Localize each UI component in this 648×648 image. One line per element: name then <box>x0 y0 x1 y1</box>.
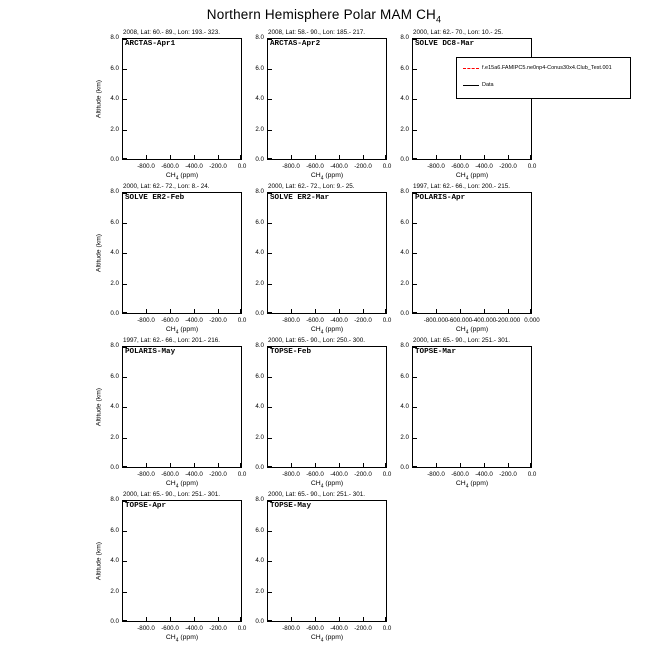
panel-subtitle: 2000, Lat: 62.- 72., Lon: 9.- 25. <box>268 183 355 190</box>
y-tick-label: 6.0 <box>400 372 409 380</box>
panel-subtitle: 1997, Lat: 62.- 66., Lon: 201.- 216. <box>123 337 220 344</box>
y-tick-mark <box>123 69 127 70</box>
plot-frame <box>122 500 242 622</box>
x-tick-label: -200.0 <box>354 317 372 324</box>
y-tick-label: 2.0 <box>255 125 264 133</box>
x-axis-title <box>267 172 387 181</box>
x-tick-label: -800.0 <box>427 471 445 478</box>
y-tick-mark <box>413 69 417 70</box>
x-tick-mark <box>436 309 437 313</box>
x-tick-label: -200.0 <box>354 471 372 478</box>
data-line-icon <box>463 85 479 86</box>
y-tick-mark <box>123 158 127 159</box>
x-tick-label: 0.0 <box>237 163 247 170</box>
y-tick-label: 0.0 <box>110 464 119 471</box>
x-tick-mark <box>385 617 386 621</box>
x-tick-mark <box>146 463 147 467</box>
panel-title: POLARIS-Apr <box>415 194 466 202</box>
x-axis-title-part: (ppm) <box>468 172 489 179</box>
x-tick-label: 0.0 <box>237 625 247 632</box>
x-tick-label: 0.0 <box>382 317 392 324</box>
y-tick-label: 8.0 <box>400 34 409 41</box>
y-tick-label: 6.0 <box>110 64 119 72</box>
x-tick-mark <box>339 155 340 159</box>
y-tick-label: 0.0 <box>255 310 264 317</box>
x-tick-label: -600.0 <box>306 625 324 632</box>
x-tick-mark <box>436 463 437 467</box>
x-axis-title-part: (ppm) <box>468 480 489 487</box>
x-tick-mark <box>218 155 219 159</box>
plot-frame <box>267 500 387 622</box>
x-axis-title-part: CH <box>165 172 176 179</box>
y-tick-label: 8.0 <box>110 342 119 349</box>
y-tick-mark <box>413 158 417 159</box>
y-tick-label: 4.0 <box>255 403 264 410</box>
y-tick-mark <box>413 284 417 285</box>
y-tick-mark <box>268 466 272 467</box>
y-tick-label: 8.0 <box>400 188 409 195</box>
x-axis-title-part: 4 <box>320 329 324 336</box>
y-tick-label: 4.0 <box>255 95 264 102</box>
y-tick-mark <box>268 253 272 254</box>
y-tick-mark <box>123 130 127 131</box>
x-axis-title-part: 4 <box>175 175 179 182</box>
y-tick-label: 4.0 <box>110 95 119 102</box>
x-tick-label: -200.0 <box>209 317 227 324</box>
y-tick-mark <box>413 438 417 439</box>
x-axis-title-part: 4 <box>320 175 324 182</box>
y-tick-mark <box>268 158 272 159</box>
x-tick-mark <box>194 617 195 621</box>
y-tick-mark <box>413 99 417 100</box>
x-tick-mark <box>218 617 219 621</box>
x-tick-label: -600.0 <box>306 471 324 478</box>
y-tick-label: 0.0 <box>110 618 119 625</box>
panel-subtitle: 2000, Lat: 65.- 90., Lon: 251.- 301. <box>123 491 220 498</box>
panel-title: TOPSE-Mar <box>415 348 457 356</box>
y-tick-label: 6.0 <box>400 64 409 72</box>
x-axis-title-part: (ppm) <box>178 326 199 333</box>
y-axis-title: Altitude (km) <box>95 387 103 427</box>
x-tick-label: -800.0 <box>137 471 155 478</box>
x-tick-mark <box>291 463 292 467</box>
y-tick-label: 4.0 <box>110 557 119 564</box>
x-tick-mark <box>315 309 316 313</box>
x-tick-label: -400.0 <box>330 163 348 170</box>
panel-title: ARCTAS-Apr1 <box>125 40 176 48</box>
x-axis-title-part: CH <box>455 326 466 333</box>
y-tick-mark <box>268 130 272 131</box>
x-tick-label: -200.000 <box>495 317 521 324</box>
x-tick-mark <box>146 309 147 313</box>
y-tick-mark <box>413 223 417 224</box>
plot-frame <box>412 192 532 314</box>
panel-subtitle: 2000, Lat: 65.- 90., Lon: 251.- 301. <box>413 337 510 344</box>
y-tick-label: 8.0 <box>255 34 264 41</box>
panel-subtitle: 2000, Lat: 62.- 72., Lon: 8.- 24. <box>123 183 210 190</box>
x-tick-mark <box>194 309 195 313</box>
y-tick-mark <box>123 284 127 285</box>
panel-title: TOPSE-Apr <box>125 502 167 510</box>
model-line-icon <box>463 68 479 69</box>
y-tick-label: 2.0 <box>400 125 409 133</box>
x-tick-mark <box>484 309 485 313</box>
x-axis-title-part: CH <box>310 172 321 179</box>
x-axis-title-part: (ppm) <box>323 172 344 179</box>
x-tick-mark <box>315 155 316 159</box>
x-tick-label: -800.0 <box>282 163 300 170</box>
x-tick-label: -800.000 <box>423 317 449 324</box>
y-tick-mark <box>123 466 127 467</box>
x-tick-label: -200.0 <box>354 625 372 632</box>
x-tick-label: -200.0 <box>209 471 227 478</box>
x-axis-title-part: 4 <box>175 329 179 336</box>
x-tick-label: -400.0 <box>330 317 348 324</box>
y-tick-label: 0.0 <box>110 310 119 317</box>
x-axis-title-part: CH <box>455 480 466 487</box>
x-tick-label: -400.0 <box>475 163 493 170</box>
figure-title-subscript: 4 <box>436 14 442 25</box>
x-tick-label: -200.0 <box>209 625 227 632</box>
x-axis-title-part: CH <box>310 634 321 641</box>
x-axis-title <box>122 326 242 335</box>
x-tick-label: -400.0 <box>185 625 203 632</box>
y-tick-label: 2.0 <box>400 279 409 287</box>
y-tick-label: 6.0 <box>255 372 264 380</box>
y-tick-label: 2.0 <box>400 433 409 441</box>
y-tick-mark <box>123 561 127 562</box>
x-axis-title-part: (ppm) <box>323 480 344 487</box>
x-tick-mark <box>194 155 195 159</box>
y-tick-label: 8.0 <box>110 34 119 41</box>
x-tick-label: -600.0 <box>451 471 469 478</box>
panel-title: TOPSE-Feb <box>270 348 312 356</box>
y-axis-title: Altitude (km) <box>95 541 103 581</box>
x-tick-mark <box>530 463 531 467</box>
x-tick-label: -600.0 <box>161 163 179 170</box>
x-axis-title-part: (ppm) <box>178 172 199 179</box>
y-tick-label: 0.0 <box>255 156 264 163</box>
y-tick-mark <box>413 130 417 131</box>
y-tick-label: 2.0 <box>110 279 119 287</box>
y-tick-label: 0.0 <box>255 618 264 625</box>
x-tick-mark <box>218 463 219 467</box>
y-tick-label: 0.0 <box>255 464 264 471</box>
y-tick-label: 0.0 <box>400 156 409 163</box>
y-tick-mark <box>123 253 127 254</box>
x-tick-label: -400.0 <box>475 471 493 478</box>
panel-title: POLARIS-May <box>125 348 176 356</box>
y-tick-mark <box>413 466 417 467</box>
x-tick-label: 0.0 <box>237 471 247 478</box>
legend-box <box>456 57 631 99</box>
y-axis-title: Altitude (km) <box>95 79 103 119</box>
x-axis-title-part: (ppm) <box>178 480 199 487</box>
y-tick-mark <box>123 407 127 408</box>
plot-frame <box>412 346 532 468</box>
x-axis-title <box>267 480 387 489</box>
x-axis-title <box>267 326 387 335</box>
x-tick-label: -800.0 <box>137 163 155 170</box>
x-tick-label: -600.0 <box>161 625 179 632</box>
x-axis-title <box>122 634 242 643</box>
x-tick-label: -600.0 <box>161 471 179 478</box>
figure-title <box>0 7 648 25</box>
panel-subtitle: 2008, Lat: 58.- 90., Lon: 185.- 217. <box>268 29 365 36</box>
x-axis-title-part: (ppm) <box>323 634 344 641</box>
x-axis-title <box>412 172 532 181</box>
x-tick-mark <box>436 155 437 159</box>
y-tick-mark <box>268 531 272 532</box>
x-tick-mark <box>146 617 147 621</box>
y-tick-mark <box>123 223 127 224</box>
plot-frame <box>267 192 387 314</box>
y-tick-label: 8.0 <box>110 188 119 195</box>
y-tick-mark <box>268 69 272 70</box>
x-axis-title-part: CH <box>165 326 176 333</box>
x-tick-mark <box>460 155 461 159</box>
panel-subtitle: 2000, Lat: 65.- 90., Lon: 250.- 300. <box>268 337 365 344</box>
x-tick-label: -200.0 <box>209 163 227 170</box>
x-tick-mark <box>530 155 531 159</box>
x-tick-mark <box>508 463 509 467</box>
y-tick-mark <box>413 407 417 408</box>
x-tick-label: 0.0 <box>382 471 392 478</box>
y-tick-label: 4.0 <box>400 249 409 256</box>
x-tick-mark <box>146 155 147 159</box>
x-tick-mark <box>291 155 292 159</box>
x-tick-mark <box>460 309 461 313</box>
x-axis-title-part: (ppm) <box>468 326 489 333</box>
x-tick-mark <box>315 617 316 621</box>
x-tick-label: -400.0 <box>330 471 348 478</box>
plot-frame <box>122 346 242 468</box>
x-tick-label: -600.0 <box>306 163 324 170</box>
x-tick-mark <box>170 155 171 159</box>
x-tick-label: -600.000 <box>447 317 473 324</box>
y-tick-label: 2.0 <box>110 125 119 133</box>
y-tick-label: 8.0 <box>110 496 119 503</box>
y-tick-mark <box>123 377 127 378</box>
y-tick-label: 4.0 <box>400 95 409 102</box>
x-axis-title <box>412 326 532 335</box>
y-tick-mark <box>268 312 272 313</box>
panel-title: SOLVE ER2-Feb <box>125 194 185 202</box>
x-axis-title <box>267 634 387 643</box>
x-tick-label: 0.0 <box>382 163 392 170</box>
y-tick-label: 2.0 <box>255 433 264 441</box>
x-axis-title-part: CH <box>310 480 321 487</box>
x-tick-mark <box>291 617 292 621</box>
y-tick-label: 6.0 <box>110 372 119 380</box>
x-tick-label: 0.0 <box>527 471 537 478</box>
y-tick-label: 6.0 <box>255 526 264 534</box>
x-tick-mark <box>218 309 219 313</box>
x-tick-label: -600.0 <box>451 163 469 170</box>
y-tick-label: 8.0 <box>255 188 264 195</box>
y-tick-label: 4.0 <box>400 403 409 410</box>
panel-subtitle: 1997, Lat: 62.- 66., Lon: 200.- 215. <box>413 183 510 190</box>
panel-subtitle: 2000, Lat: 65.- 90., Lon: 251.- 301. <box>268 491 365 498</box>
legend-row-model <box>457 61 630 75</box>
x-tick-label: -800.0 <box>282 471 300 478</box>
y-tick-mark <box>123 592 127 593</box>
y-tick-mark <box>268 223 272 224</box>
y-tick-mark <box>268 284 272 285</box>
y-tick-label: 8.0 <box>255 342 264 349</box>
x-tick-mark <box>315 463 316 467</box>
x-tick-label: -800.0 <box>137 317 155 324</box>
x-tick-label: -800.0 <box>282 625 300 632</box>
panel-subtitle: 2000, Lat: 62.- 70., Lon: 10.- 25. <box>413 29 503 36</box>
x-tick-label: -400.0 <box>185 163 203 170</box>
y-tick-mark <box>123 438 127 439</box>
panel-subtitle: 2008, Lat: 60.- 89., Lon: 193.- 323. <box>123 29 220 36</box>
x-tick-label: -800.0 <box>282 317 300 324</box>
panel-title: SOLVE DC8-Mar <box>415 40 475 48</box>
x-tick-mark <box>170 463 171 467</box>
x-tick-label: -800.0 <box>427 163 445 170</box>
y-tick-mark <box>268 407 272 408</box>
x-axis-title-part: CH <box>310 326 321 333</box>
y-tick-label: 6.0 <box>255 64 264 72</box>
x-tick-label: -400.0 <box>185 471 203 478</box>
x-tick-label: -200.0 <box>499 163 517 170</box>
y-tick-label: 0.0 <box>400 464 409 471</box>
y-tick-label: 4.0 <box>255 557 264 564</box>
y-tick-label: 6.0 <box>110 526 119 534</box>
x-tick-mark <box>291 309 292 313</box>
x-axis-title-part: (ppm) <box>178 634 199 641</box>
x-axis-title-part: CH <box>455 172 466 179</box>
plot-frame <box>267 38 387 160</box>
x-axis-title-part: CH <box>165 634 176 641</box>
panel-title: SOLVE ER2-Mar <box>270 194 330 202</box>
x-axis-title-part: 4 <box>320 637 324 644</box>
y-tick-mark <box>268 99 272 100</box>
y-tick-label: 8.0 <box>255 496 264 503</box>
x-tick-label: 0.0 <box>237 317 247 324</box>
y-tick-label: 6.0 <box>400 218 409 226</box>
x-tick-mark <box>460 463 461 467</box>
x-tick-mark <box>170 617 171 621</box>
plot-frame <box>122 192 242 314</box>
y-tick-label: 2.0 <box>110 433 119 441</box>
x-axis-title <box>412 480 532 489</box>
y-tick-mark <box>268 438 272 439</box>
x-tick-mark <box>363 309 364 313</box>
x-tick-mark <box>484 463 485 467</box>
x-tick-mark <box>339 309 340 313</box>
x-tick-label: 0.0 <box>382 625 392 632</box>
x-tick-label: -600.0 <box>306 317 324 324</box>
y-tick-mark <box>413 377 417 378</box>
plot-frame <box>267 346 387 468</box>
y-tick-mark <box>268 377 272 378</box>
y-tick-mark <box>123 312 127 313</box>
panel-title: TOPSE-May <box>270 502 312 510</box>
y-tick-label: 0.0 <box>110 156 119 163</box>
y-tick-label: 4.0 <box>110 403 119 410</box>
y-tick-label: 6.0 <box>110 218 119 226</box>
x-tick-mark <box>339 617 340 621</box>
y-tick-mark <box>268 592 272 593</box>
x-tick-mark <box>363 617 364 621</box>
y-axis-title: Altitude (km) <box>95 233 103 273</box>
y-tick-label: 4.0 <box>110 249 119 256</box>
x-tick-mark <box>484 155 485 159</box>
x-tick-label: 0.0 <box>527 163 537 170</box>
y-tick-label: 0.0 <box>400 310 409 317</box>
y-tick-mark <box>413 253 417 254</box>
x-axis-title <box>122 480 242 489</box>
y-tick-mark <box>413 312 417 313</box>
y-tick-mark <box>268 561 272 562</box>
x-tick-label: -600.0 <box>161 317 179 324</box>
figure-title-text: Northern Hemisphere Polar MAM CH <box>206 7 436 22</box>
y-tick-mark <box>268 620 272 621</box>
x-tick-label: -400.0 <box>330 625 348 632</box>
x-tick-mark <box>508 155 509 159</box>
x-tick-label: -800.0 <box>137 625 155 632</box>
legend-row-data <box>457 78 630 92</box>
x-tick-label: -200.0 <box>499 471 517 478</box>
x-tick-mark <box>170 309 171 313</box>
x-tick-mark <box>363 463 364 467</box>
y-tick-mark <box>123 531 127 532</box>
y-tick-mark <box>123 620 127 621</box>
y-tick-label: 6.0 <box>255 218 264 226</box>
x-axis-title-part: 4 <box>175 637 179 644</box>
x-axis-title-part: (ppm) <box>323 326 344 333</box>
y-tick-label: 2.0 <box>110 587 119 595</box>
y-tick-mark <box>123 99 127 100</box>
x-tick-mark <box>339 463 340 467</box>
x-tick-mark <box>194 463 195 467</box>
y-tick-label: 2.0 <box>255 587 264 595</box>
y-tick-label: 4.0 <box>255 249 264 256</box>
y-tick-label: 2.0 <box>255 279 264 287</box>
legend-data-label: Data <box>482 82 494 88</box>
panel-title: ARCTAS-Apr2 <box>270 40 321 48</box>
x-tick-label: 0.000 <box>524 317 540 324</box>
y-tick-label: 8.0 <box>400 342 409 349</box>
x-axis-title-part: CH <box>165 480 176 487</box>
x-tick-mark <box>508 309 509 313</box>
plot-frame <box>122 38 242 160</box>
x-axis-title-part: 4 <box>175 483 179 490</box>
x-axis-title-part: 4 <box>465 329 469 336</box>
x-tick-label: -400.000 <box>471 317 497 324</box>
x-tick-label: -200.0 <box>354 163 372 170</box>
x-axis-title-part: 4 <box>465 175 469 182</box>
x-tick-mark <box>530 309 531 313</box>
x-axis-title-part: 4 <box>465 483 469 490</box>
x-axis-title-part: 4 <box>320 483 324 490</box>
x-tick-label: -400.0 <box>185 317 203 324</box>
legend-model-label: f.e15a6.FAMIPC5.ne0np4-Conus30x4.Club_Test.001 <box>482 65 612 71</box>
x-axis-title <box>122 172 242 181</box>
x-tick-mark <box>363 155 364 159</box>
